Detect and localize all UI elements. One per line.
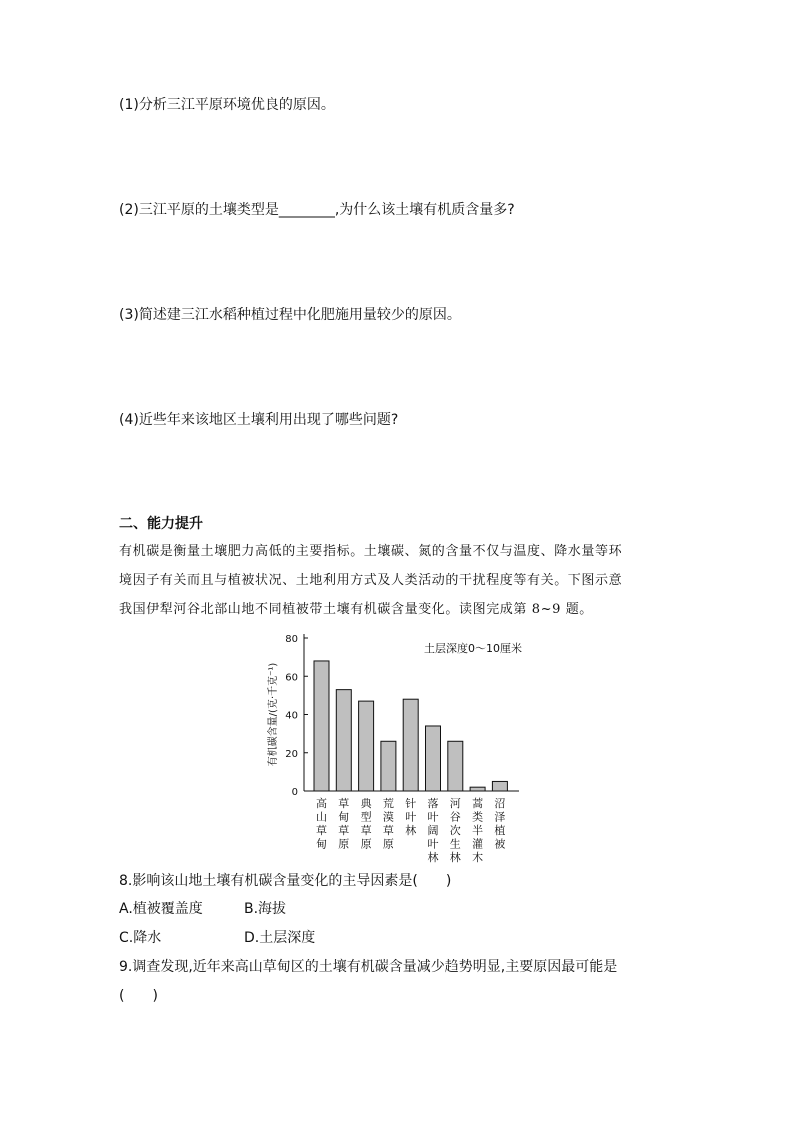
question-8: 8.影响该山地土壤有机碳含量变化的主导因素是( )	[119, 873, 452, 889]
bar	[314, 661, 329, 791]
passage-line: 境因子有关而且与植被状况、土地利用方式及人类活动的干扰程度等有关。下图示意	[119, 573, 623, 588]
x-tick-label: 落叶阔叶林	[427, 797, 439, 864]
y-tick-label: 60	[285, 672, 298, 684]
x-tick-label: 草甸草原	[338, 797, 350, 851]
y-tick-label: 0	[291, 787, 298, 798]
x-tick-label: 蒿类半灌木	[472, 797, 484, 864]
option-b[interactable]: B.海拔	[244, 901, 287, 917]
y-tick-label: 80	[285, 634, 298, 645]
bar	[381, 741, 396, 791]
passage-line: 有机碳是衡量土壤肥力高低的主要指标。土壤碳、氮的含量不仅与温度、降水量等环	[119, 544, 623, 559]
bar	[470, 787, 485, 791]
y-tick-label: 40	[285, 710, 298, 722]
option-c[interactable]: C.降水	[119, 930, 162, 946]
y-axis-label: 有机碳含量/(克·千克⁻¹)	[268, 662, 279, 767]
bar	[492, 781, 507, 791]
section-heading: 二、能力提升	[119, 516, 203, 532]
bar	[403, 699, 418, 791]
x-tick-label: 典型草原	[360, 797, 372, 851]
x-tick-label: 针叶林	[405, 797, 417, 837]
bar	[336, 690, 351, 791]
chart-annotation: 土层深度0～10厘米	[424, 642, 522, 655]
bar	[448, 741, 463, 791]
x-tick-label: 高山草甸	[316, 797, 327, 851]
passage-line: 我国伊犁河谷北部山地不同植被带土壤有机碳含量变化。读图完成第 8~9 题。	[119, 602, 593, 617]
question-2: (2)三江平原的土壤类型是________,为什么该土壤有机质含量多?	[119, 202, 515, 218]
question-9-paren: ( )	[119, 988, 158, 1004]
question-4: (4)近些年来该地区土壤利用出现了哪些问题?	[119, 412, 399, 428]
question-3: (3)简述建三江水稻种植过程中化肥施用量较少的原因。	[119, 307, 461, 323]
option-a[interactable]: A.植被覆盖度	[119, 901, 203, 917]
bar	[426, 726, 441, 791]
bar-chart	[258, 625, 558, 864]
question-1: (1)分析三江平原环境优良的原因。	[119, 97, 335, 113]
x-tick-label: 沼泽植被	[494, 797, 506, 851]
option-d[interactable]: D.土层深度	[244, 930, 316, 946]
y-tick-label: 20	[285, 748, 298, 760]
x-tick-label: 荒漠草原	[382, 797, 394, 851]
question-9: 9.调查发现,近年来高山草甸区的土壤有机碳含量减少趋势明显,主要原因最可能是	[119, 959, 618, 975]
x-tick-label: 河谷次生林	[449, 797, 461, 864]
bar	[359, 701, 374, 791]
